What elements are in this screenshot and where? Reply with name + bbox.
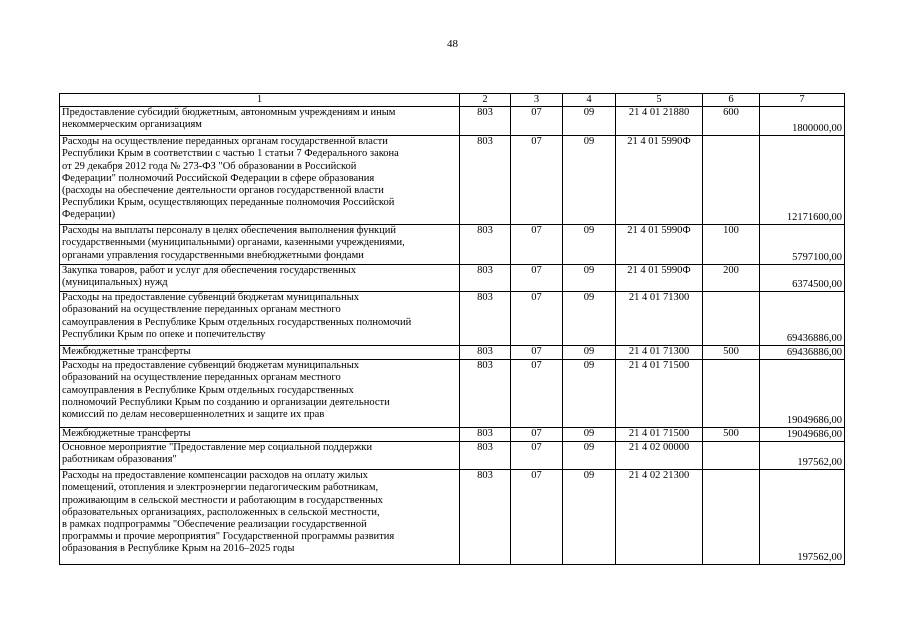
header-cell-section: 3 [511,94,563,107]
row-section-code: 07 [511,470,563,565]
row-subsection-code: 09 [563,225,616,265]
row-subsection-code: 09 [563,360,616,428]
row-name: Расходы на осуществление переданных органам государственной власти Республики Крым в соответствии с частью 1 статьи 7 Федерального закона от 29 декабря 2012 года № 273-ФЗ "Об образовании в Российской Федерации" полномочий Российской Федерации в сфере образования (расходы на обеспечение деятельности органов государственной власти Республики Крым, осуществляющих переданные полномочия Российской Федерации) [60,136,460,225]
table-row [60,346,845,360]
row-ministry-code: 803 [460,428,511,442]
row-section-code: 07 [511,346,563,360]
table-row [60,360,845,428]
row-target-article: 21 4 01 71500 [616,428,703,442]
table-row [60,292,845,346]
row-subsection-code: 09 [563,442,616,470]
row-section-code: 07 [511,442,563,470]
table-row [60,107,845,136]
row-expense-type: 500 [703,346,760,360]
header-cell-amount: 7 [760,94,845,107]
table-row [60,428,845,442]
row-expense-type: 500 [703,428,760,442]
row-subsection-code: 09 [563,346,616,360]
row-amount: 69436886,00 [760,346,845,360]
header-cell-target-article: 5 [616,94,703,107]
row-name: Расходы на предоставление компенсации расходов на оплату жилых помещений, отопления и электроэнергии педагогическим работникам, проживающим в сельской местности и работающим в государственных образовательных организациях, расположенных в сельской местности, в рамках подпрограммы "Обеспечение реализации государственной программы и прочие мероприятия" Государственной программы развития образования в Республике Крым на 2016–2025 годы [60,470,460,565]
row-expense-type: 600 [703,107,760,136]
row-expense-type [703,292,760,346]
row-section-code: 07 [511,136,563,225]
row-subsection-code: 09 [563,470,616,565]
row-amount: 6374500,00 [760,265,845,292]
row-amount: 19049686,00 [760,360,845,428]
row-expense-type [703,470,760,565]
row-target-article: 21 4 01 5990Ф [616,225,703,265]
row-name: Предоставление субсидий бюджетным, автономным учреждениям и иным некоммерческим организациям [60,107,460,136]
row-ministry-code: 803 [460,292,511,346]
header-cell-name: 1 [60,94,460,107]
table-row [60,265,845,292]
row-target-article: 21 4 01 71300 [616,346,703,360]
row-expense-type: 200 [703,265,760,292]
row-target-article: 21 4 02 00000 [616,442,703,470]
row-section-code: 07 [511,360,563,428]
table-header-row [60,94,845,107]
row-ministry-code: 803 [460,470,511,565]
row-amount: 197562,00 [760,442,845,470]
row-ministry-code: 803 [460,107,511,136]
table-row [60,442,845,470]
row-amount: 12171600,00 [760,136,845,225]
row-subsection-code: 09 [563,428,616,442]
row-target-article: 21 4 01 5990Ф [616,265,703,292]
row-name: Расходы на предоставление субвенций бюджетам муниципальных образований на осуществление переданных органам местного самоуправления в Республике Крым отдельных государственных полномочий Республики Крым по опеке и попечительству [60,292,460,346]
row-name: Межбюджетные трансферты [60,428,460,442]
header-cell-ministry: 2 [460,94,511,107]
row-amount: 197562,00 [760,470,845,565]
page-number: 48 [447,38,458,50]
table-row [60,225,845,265]
row-name: Межбюджетные трансферты [60,346,460,360]
row-target-article: 21 4 01 71500 [616,360,703,428]
row-ministry-code: 803 [460,225,511,265]
row-amount: 69436886,00 [760,292,845,346]
row-section-code: 07 [511,292,563,346]
table-row [60,470,845,565]
row-subsection-code: 09 [563,265,616,292]
row-ministry-code: 803 [460,136,511,225]
row-section-code: 07 [511,225,563,265]
row-subsection-code: 09 [563,107,616,136]
row-ministry-code: 803 [460,360,511,428]
row-target-article: 21 4 01 5990Ф [616,136,703,225]
row-name: Расходы на выплаты персоналу в целях обеспечения выполнения функций государственными (муниципальными) органами, казенными учреждениями, органами управления государственными внебюджетными фондами [60,225,460,265]
header-cell-subsection: 4 [563,94,616,107]
row-expense-type [703,442,760,470]
row-name: Закупка товаров, работ и услуг для обеспечения государственных (муниципальных) нужд [60,265,460,292]
row-expense-type [703,136,760,225]
row-ministry-code: 803 [460,265,511,292]
row-name: Расходы на предоставление субвенций бюджетам муниципальных образований на осуществление переданных органам местного самоуправления в Республике Крым отдельных государственных полномочий Республики Крым по созданию и организации деятельности комиссий по делам несовершеннолетних и защите их прав [60,360,460,428]
row-amount: 19049686,00 [760,428,845,442]
row-section-code: 07 [511,428,563,442]
table-row [60,136,845,225]
row-amount: 1800000,00 [760,107,845,136]
row-target-article: 21 4 01 71300 [616,292,703,346]
row-ministry-code: 803 [460,442,511,470]
row-ministry-code: 803 [460,346,511,360]
row-target-article: 21 4 02 21300 [616,470,703,565]
header-cell-expense-type: 6 [703,94,760,107]
row-expense-type: 100 [703,225,760,265]
budget-table [59,93,845,565]
row-amount: 5797100,00 [760,225,845,265]
row-target-article: 21 4 01 21880 [616,107,703,136]
row-section-code: 07 [511,107,563,136]
row-expense-type [703,360,760,428]
row-name: Основное мероприятие "Предоставление мер социальной поддержки работникам образования" [60,442,460,470]
row-section-code: 07 [511,265,563,292]
row-subsection-code: 09 [563,292,616,346]
row-subsection-code: 09 [563,136,616,225]
